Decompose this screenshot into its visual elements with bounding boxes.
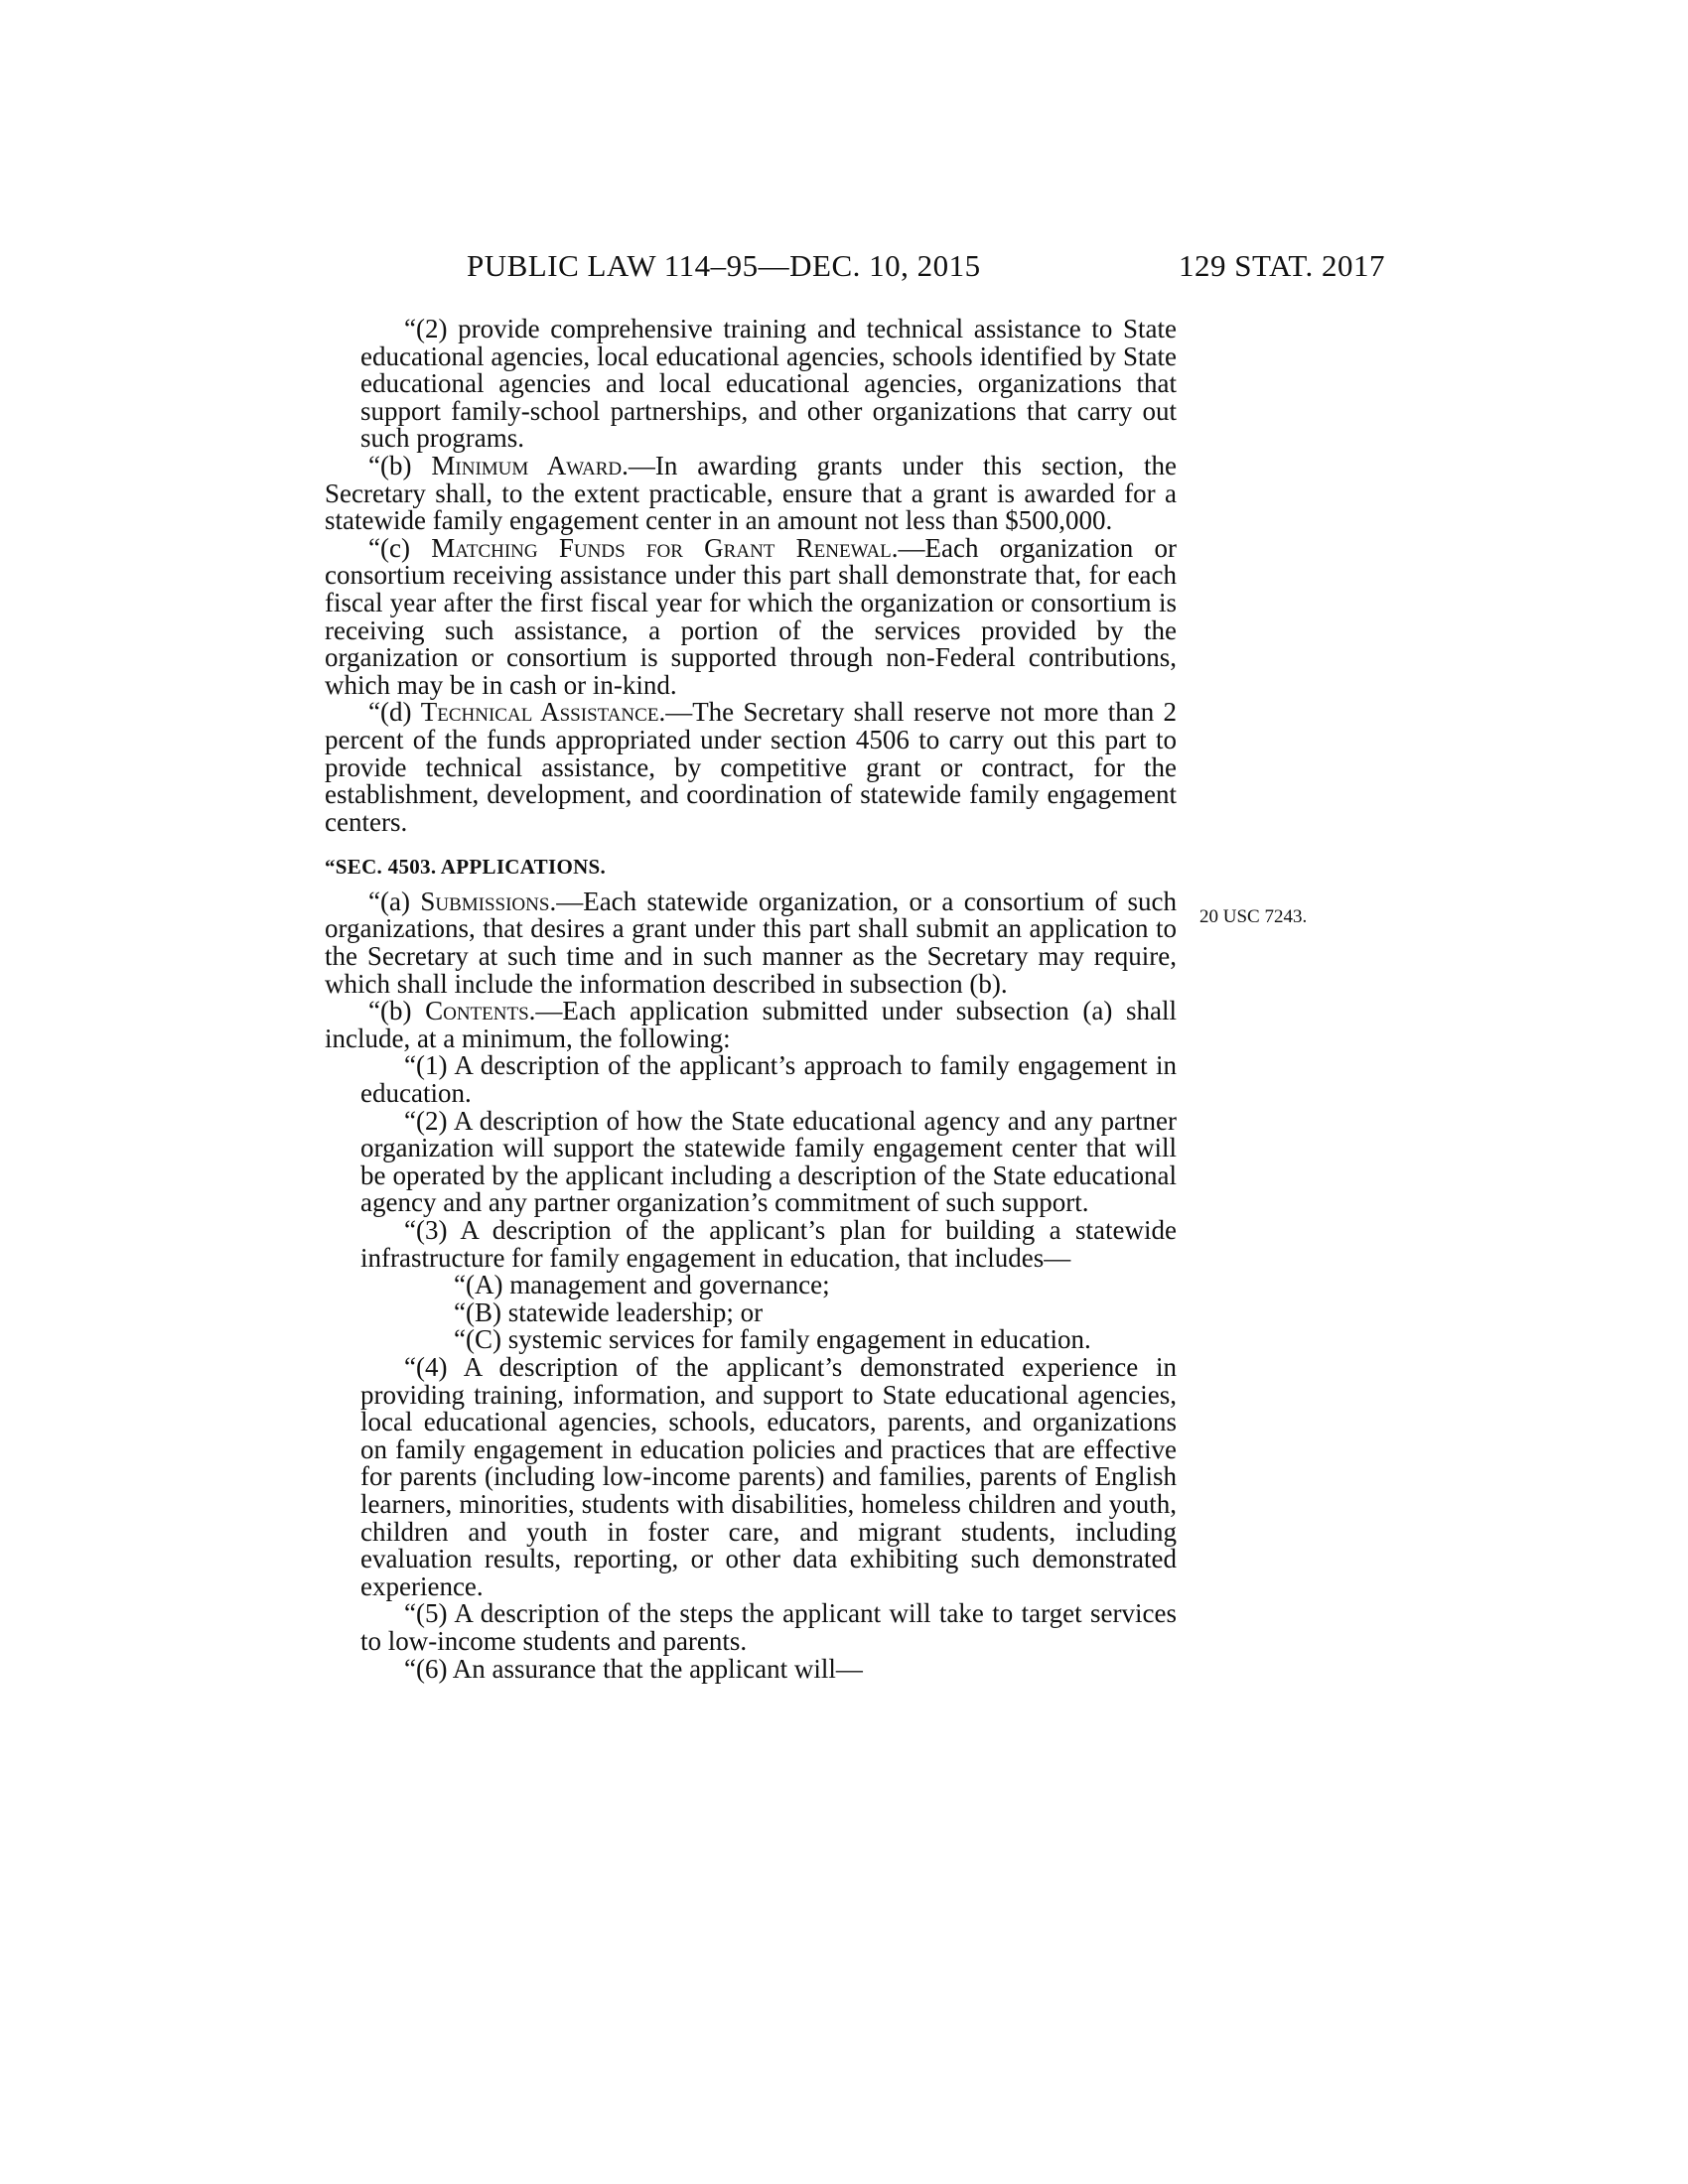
subsection-b-minimum-award <box>325 450 1178 536</box>
subsection-b-contents <box>325 998 1177 1052</box>
section-heading: “SEC. 4503. APPLICATIONS. <box>325 855 607 880</box>
subsection-b-heading: Minimum Award <box>431 450 623 480</box>
subparagraph-b: “(B) statewide leadership; or <box>454 1297 764 1327</box>
subparagraph-a: “(A) management and governance; <box>454 1270 830 1300</box>
paragraph-2: “(2) A description of how the State educational agency and any partner organization will support the statewide family engagement center that will be operated by the applicant including a description of the State educational agency and any partner organization’s commitment of such support. <box>360 1105 1177 1218</box>
subsection-c-text: .—Each organization or consortium receiving assistance under this part shall demonstrate that, for each fiscal year after the first fiscal year for which the organization or consortium is receiving such assistance, a portion of the services provided by the organization or consortium is supported through non-Federal contributions, which may be in cash or in-kind. <box>325 532 1178 700</box>
subsection-b-text: .—In awarding grants under this section, the Secretary shall, to the extent practicable, ensure that a grant is awarded for a statewide family engagement center in an amount not less than $500,000. <box>325 450 1178 536</box>
subsection-a-submissions <box>325 888 1177 998</box>
document-body <box>325 316 1177 1683</box>
subsection-b2-text: .—Each application submitted under subsection (a) shall include, at a minimum, the following: <box>325 996 1177 1053</box>
subsection-a-text: .—Each statewide organization, or a consortium of such organizations, that desires a grant under this part shall submit an application to the Secretary at such time and in such manner as the Secretary may require, which shall include the information described in subsection (b). <box>325 886 1177 999</box>
subparagraph-c: “(C) systemic services for family engagement in education. <box>454 1324 1091 1355</box>
subsection-b2-marker: “(b) <box>368 996 426 1026</box>
subsection-c-matching-funds <box>325 532 1178 700</box>
margin-citation: 20 USC 7243. <box>1199 906 1308 927</box>
subsection-b-marker: “(b) <box>368 450 432 480</box>
paragraph-1: “(1) A description of the applicant’s approach to family engagement in education. <box>360 1050 1177 1109</box>
running-head-stat-page: 129 STAT. 2017 <box>1179 248 1386 283</box>
subsection-d-text: .—The Secretary shall reserve not more than 2 percent of the funds appropriated under section 4506 to carry out this part to provide technical assistance, by competitive grant or contract, for the establishment, development, and coordination of statewide family engagement centers. <box>325 697 1178 837</box>
paragraph-5: “(5) A description of the steps the applicant will take to target services to low-income students and parents. <box>360 1598 1177 1656</box>
subsection-d-marker: “(d) <box>368 697 421 728</box>
running-head-law: PUBLIC LAW 114–95—DEC. 10, 2015 <box>467 248 981 283</box>
paragraph-2-training: “(2) provide comprehensive training and technical assistance to State educational agencies, local educational agencies, schools identified by State educational agencies and local educational agencies, organizations that support family-school partnerships, and other organizations that carry out such programs. <box>360 314 1177 454</box>
subsection-c-heading: Matching Funds for Grant Renewal <box>431 532 892 563</box>
subsection-d-heading: Technical Assistance <box>420 697 659 728</box>
subsection-d-technical-assistance <box>325 699 1177 836</box>
subsection-b2-heading: Contents <box>425 996 529 1026</box>
subsection-a-heading: Submissions <box>420 886 550 916</box>
subsection-a-marker: “(a) <box>368 886 421 916</box>
paragraph-3: “(3) A description of the applicant’s plan for building a statewide infrastructure for family engagement in education, that includes— <box>360 1215 1177 1273</box>
paragraph-4: “(4) A description of the applicant’s demonstrated experience in providing training, information, and support to State educational agencies, local educational agencies, schools, educators, parents, and organizations on family engagement in education policies and practices that are effective for parents (including low-income parents) and families, parents of English learners, minorities, students with disabilities, homeless children and youth, children and youth in foster care, and migrant students, including evaluation results, reporting, or other data exhibiting such demonstrated experience. <box>360 1351 1177 1601</box>
paragraph-6: “(6) An assurance that the applicant will— <box>404 1653 863 1684</box>
subsection-c-marker: “(c) <box>368 532 432 563</box>
